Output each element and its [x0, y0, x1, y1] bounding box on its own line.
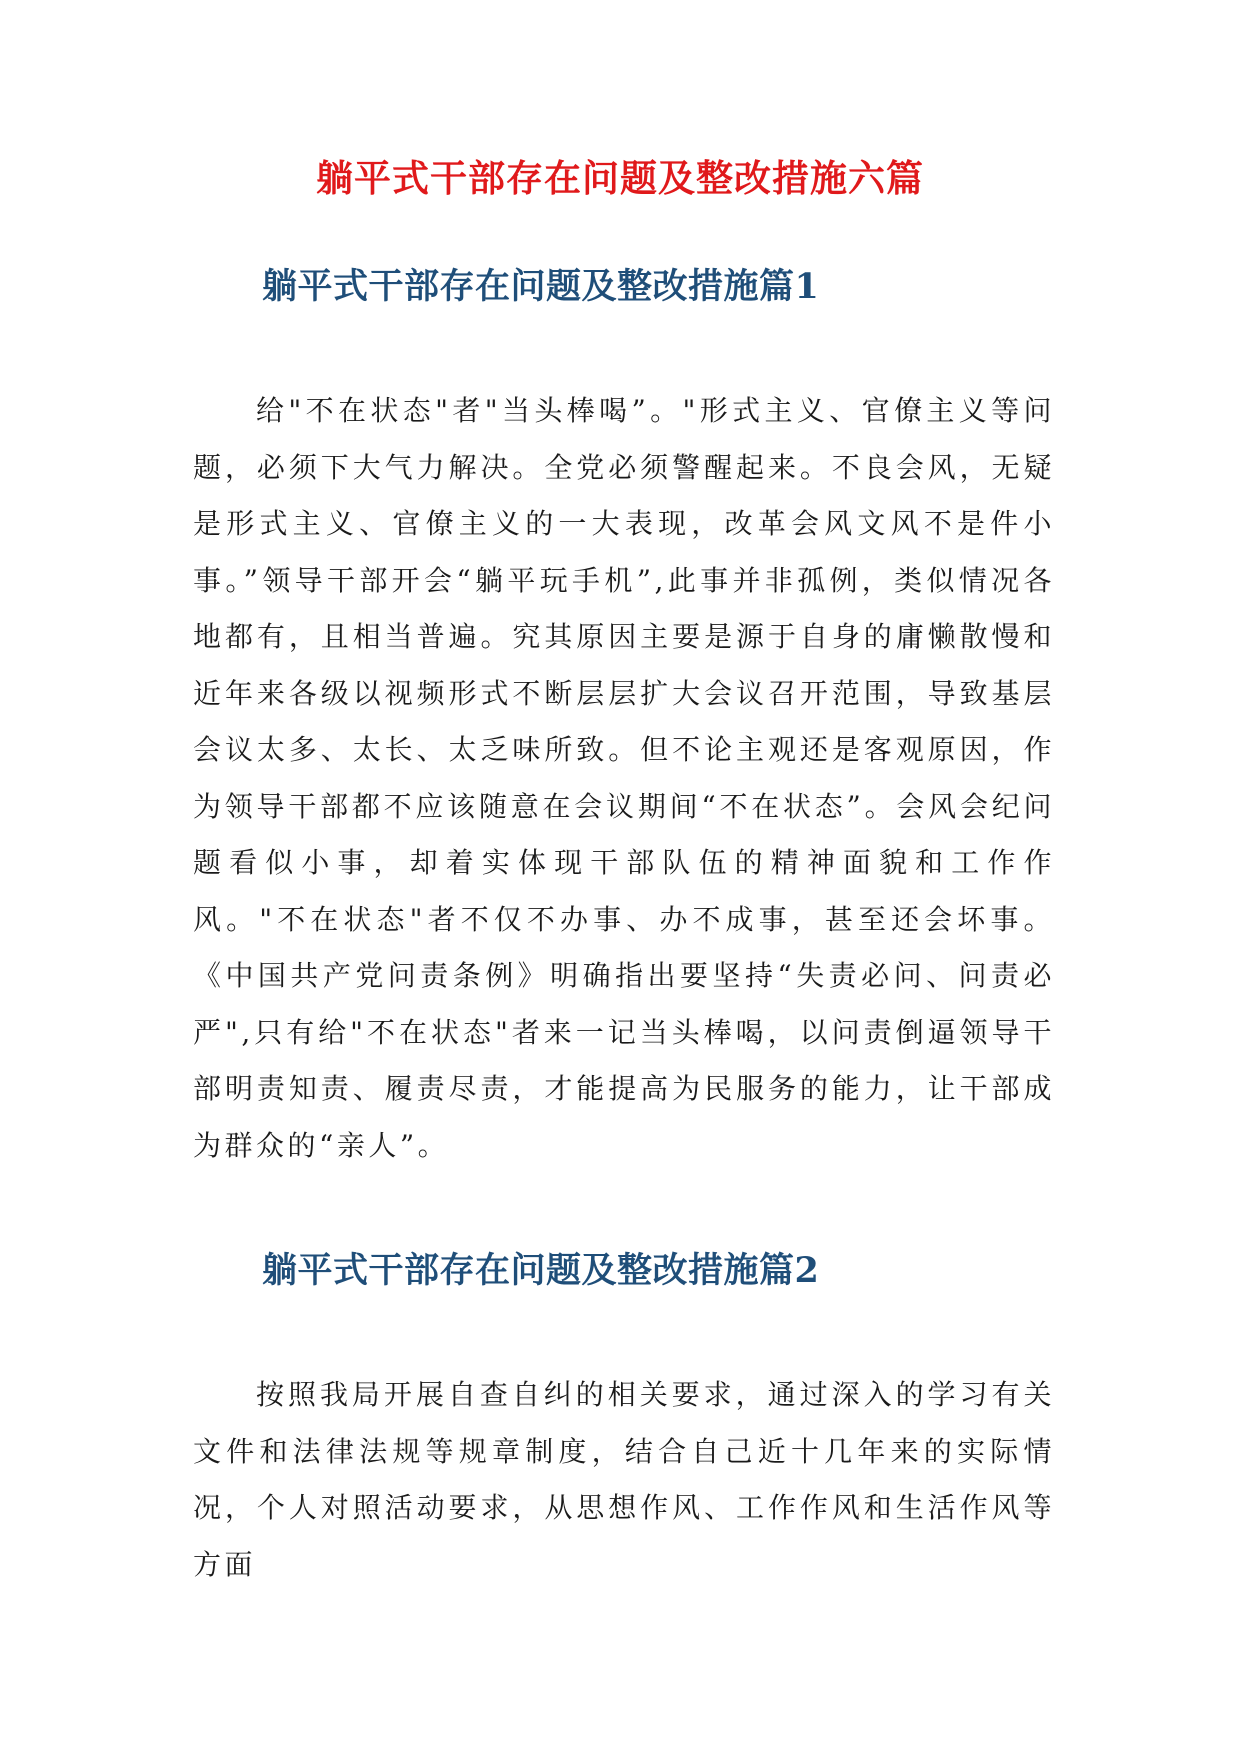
section-2-paragraph: 按照我局开展自查自纠的相关要求，通过深入的学习有关文件和法律法规等规章制度，结合自己近十几年来的实际情况，个人对照活动要求，从思想作风、工作作风和生活作风等方面 — [193, 1378, 1055, 1581]
section-1-paragraph: 给"不在状态"者"当头棒喝”。"形式主义、官僚主义等问题，必须下大气力解决。全党必须警醒起来。不良会风，无疑是形式主义、官僚主义的一大表现，改革会风文风不是件小事。”领导干部开会“躺平玩手机”,此事并非孤例，类似情况各地都有，且相当普遍。究其原因主要是源于自身的庸懒散慢和近年来各级以视频形式不断层层扩大会议召开范围，导致基层会议太多、太长、太乏味所致。但不论主观还是客观原因，作为领导干部都不应该随意在会议期间“不在状态”。会风会纪问题看似小事，却着实体现干部队伍的精神面貌和工作作风。"不在状态"者不仅不办事、办不成事，甚至还会坏事。《中国共产党问责条例》明确指出要坚持“失责必问、问责必严",只有给"不在状态"者来一记当头棒喝，以问责倒逼领导干部明责知责、履责尽责，才能提高为民服务的能力，让干部成为群众的“亲人”。 — [193, 394, 1055, 1162]
document-title: 躺平式干部存在问题及整改措施六篇 — [316, 156, 924, 200]
section-1-heading: 躺平式干部存在问题及整改措施篇1 — [262, 266, 820, 307]
section-2-heading: 躺平式干部存在问题及整改措施篇2 — [262, 1250, 820, 1291]
